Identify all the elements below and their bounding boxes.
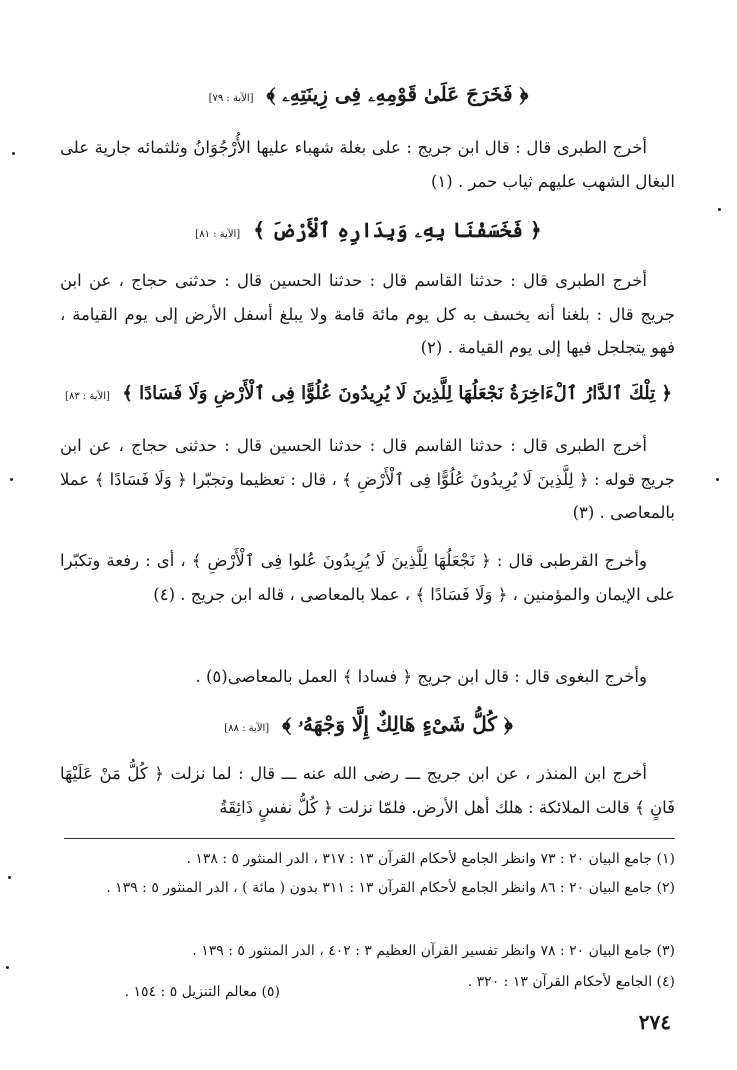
footnote [80, 978, 280, 1007]
footnote-divider [64, 838, 675, 839]
scan-speck [6, 966, 9, 969]
paragraph-text: وأخرج البغوى قال : قال ابن جريج ﴿ فسادا ﴾ العمل بالمعاصى(٥) . [195, 667, 647, 686]
verse-heading [60, 218, 677, 242]
paragraph [60, 757, 675, 824]
verse-heading [60, 712, 677, 736]
verse-text: ﴿ تِلْكَ ٱلدَّارُ ٱلْءَاخِرَةُ نَجْعَلُهَا لِلَّذِينَ لَا يُرِيدُونَ عُلُوًّا فِى ٱلْأَرْضِ وَلَا فَسَادًا ﴾ [122, 383, 672, 404]
footnote-text: (١) جامع البيان ٢٠ : ٧٣ وانظر الجامع لأحكام القرآن ١٣ : ٣١٧ ، الدر المنثور ٥ : ١٣٨ . [186, 851, 675, 867]
scan-speck [716, 478, 719, 481]
scan-speck [12, 152, 15, 155]
footnote-text: (٣) جامع البيان ٢٠ : ٧٨ وانظر تفسير القرآن العظيم ٣ : ٤٠٢ ، الدر المنثور ٥ : ١٣٩ . [192, 943, 675, 959]
paragraph [60, 660, 675, 694]
scan-speck [10, 478, 13, 481]
verse-text: ﴿ فَخَسَفْنَا بِهِۦ وَبِدَارِهِ ٱلْأَرْضَ ﴾ [253, 218, 542, 242]
footnote-text: (٤) الجامع لأحكام القرآن ١٣ : ٣٢٠ . [467, 974, 675, 990]
footnote [60, 937, 675, 966]
footnote [355, 968, 675, 997]
paragraph-text: أخرج ابن المنذر ، عن ابن جريج ـــ رضى الله عنه ـــ قال : لما نزلت ﴿ كُلُّ مَنْ عَلَيْهَا فَانٍ ﴾ قالت الملائكة : هلك أهل الأرض. فلمّا نزلت ﴿ كُلُّ نفسٍ ذَائِقَةُ [60, 764, 675, 817]
paragraph [60, 429, 675, 530]
paragraph [60, 264, 675, 365]
footnote [60, 874, 675, 903]
scan-speck [718, 208, 721, 211]
verse-reference: [الآية : ٨٨] [224, 723, 270, 734]
paragraph-text: أخرج الطبرى قال : حدثنا القاسم قال : حدثنا الحسين قال : حدثنى حجاج ، عن ابن جريج قوله : ﴿ لِلَّذِينَ لَا يُرِيدُونَ عُلُوًّا فِى ٱلْأَرْضِ ﴾ ، قال : تعظيما وتجبّرا ﴿ وَلَا فَسَادًا ﴾ عملا بالمعاصى . (٣) [60, 436, 675, 522]
paragraph-text: أخرج الطبرى قال : قال ابن جريج : على بغلة شهباء عليها الأُرْجُوَانُ وثلثمائه جارية على البغال الشهب عليهم ثياب حمر . (١) [60, 138, 675, 191]
verse-heading [60, 383, 677, 404]
footnote-text: (٢) جامع البيان ٢٠ : ٨٦ وانظر الجامع لأحكام القرآن ١٣ : ٣١١ بدون ( مائة ) ، الدر المنثور ٥ : ١٣٩ . [106, 880, 675, 896]
paragraph-text: وأخرج القرطبى قال : ﴿ نَجْعَلُهَا لِلَّذِينَ لَا يُرِيدُونَ عُلوا فِى ٱلْأَرْضِ ﴾ ، أى : رفعة وتكبّرا على الإيمان والمؤمنين ، ﴿ وَلَا فَسَادًا ﴾ ، عملا بالمعاصى ، قاله ابن جريج . (٤) [60, 551, 675, 604]
footnote [60, 845, 675, 874]
verse-text: ﴿ كُلُّ شَىْءٍ هَالِكٌ إِلَّا وَجْهَهُۥ ﴾ [282, 712, 513, 736]
scan-speck [8, 876, 11, 879]
paragraph-text: أخرج الطبرى قال : حدثنا القاسم قال : حدثنا الحسين قال : حدثنى حجاج ، عن ابن جريج قال : بلغنا أنه يخسف به كل يوم مائة قامة ولا يبلغ أسفل الأرض إلى يوم القيامة ، فهو يتجلجل فيها إلى يوم القيامة . (٢) [60, 271, 675, 357]
page-number: ٢٧٤ [638, 1010, 671, 1034]
footnote-text: (٥) معالم التنزيل ٥ : ١٥٤ . [124, 984, 280, 1000]
verse-reference: [الآية : ٨١] [195, 229, 241, 240]
verse-reference: [الآية : ٧٩] [208, 93, 254, 104]
verse-text: ﴿ فَخَرَجَ عَلَىٰ قَوْمِهِۦ فِى زِينَتِهِۦ ﴾ [266, 82, 529, 106]
paragraph [60, 544, 675, 611]
verse-reference: [الآية : ٨٣] [65, 391, 110, 402]
paragraph [60, 131, 675, 198]
verse-heading [60, 82, 677, 106]
